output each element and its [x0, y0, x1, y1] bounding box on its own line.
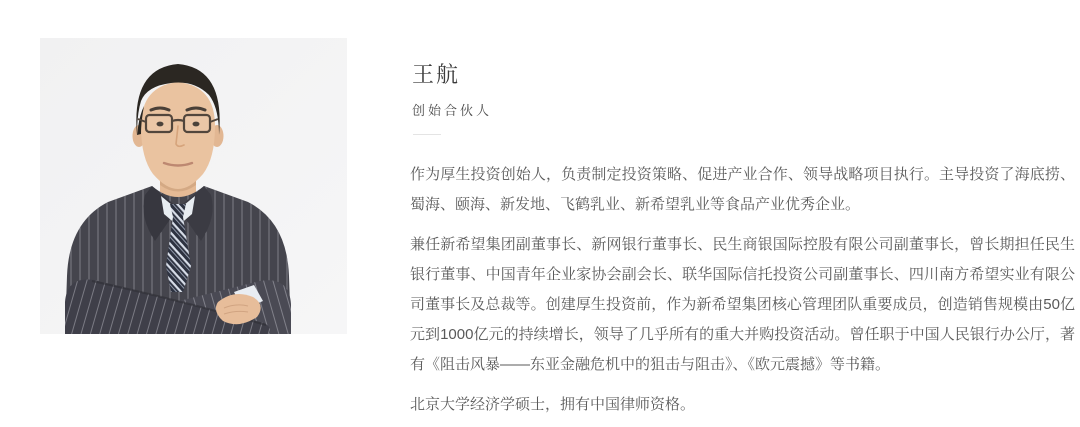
- profile-content: [412, 0, 1075, 427]
- title-divider: [413, 134, 441, 135]
- profile-title: 创始合伙人: [412, 103, 493, 118]
- portrait-illustration: [40, 38, 347, 334]
- bio-paragraph-2: 兼任新希望集团副董事长、新网银行董事长、民生商银国际控股有限公司副董事长，曾长期担任民生银行董事、中国青年企业家协会副会长、联华国际信托投资公司副董事长、四川南方希望实业有限公司董事长及总裁等。创建厚生投资前，作为新希望集团核心管理团队重要成员，创造销售规模由50亿元到1000亿元的持续增长，领导了几乎所有的重大并购投资活动。曾任职于中国人民银行办公厅，著有《阻击风暴——东亚金融危机中的狙击与阻击》、《欧元震撼》等书籍。: [410, 236, 1075, 373]
- profile-name: 王航: [412, 62, 461, 87]
- bio-paragraph-3: 北京大学经济学硕士，拥有中国律师资格。: [410, 396, 696, 413]
- bio-section: [410, 160, 1075, 427]
- portrait-photo: [40, 38, 347, 334]
- bio-paragraph-1: 作为厚生投资创始人，负责制定投资策略、促进产业合作、领导战略项目执行。主导投资了海底捞、蜀海、颐海、新发地、飞鹤乳业、新希望乳业等食品产业优秀企业。: [410, 166, 1075, 213]
